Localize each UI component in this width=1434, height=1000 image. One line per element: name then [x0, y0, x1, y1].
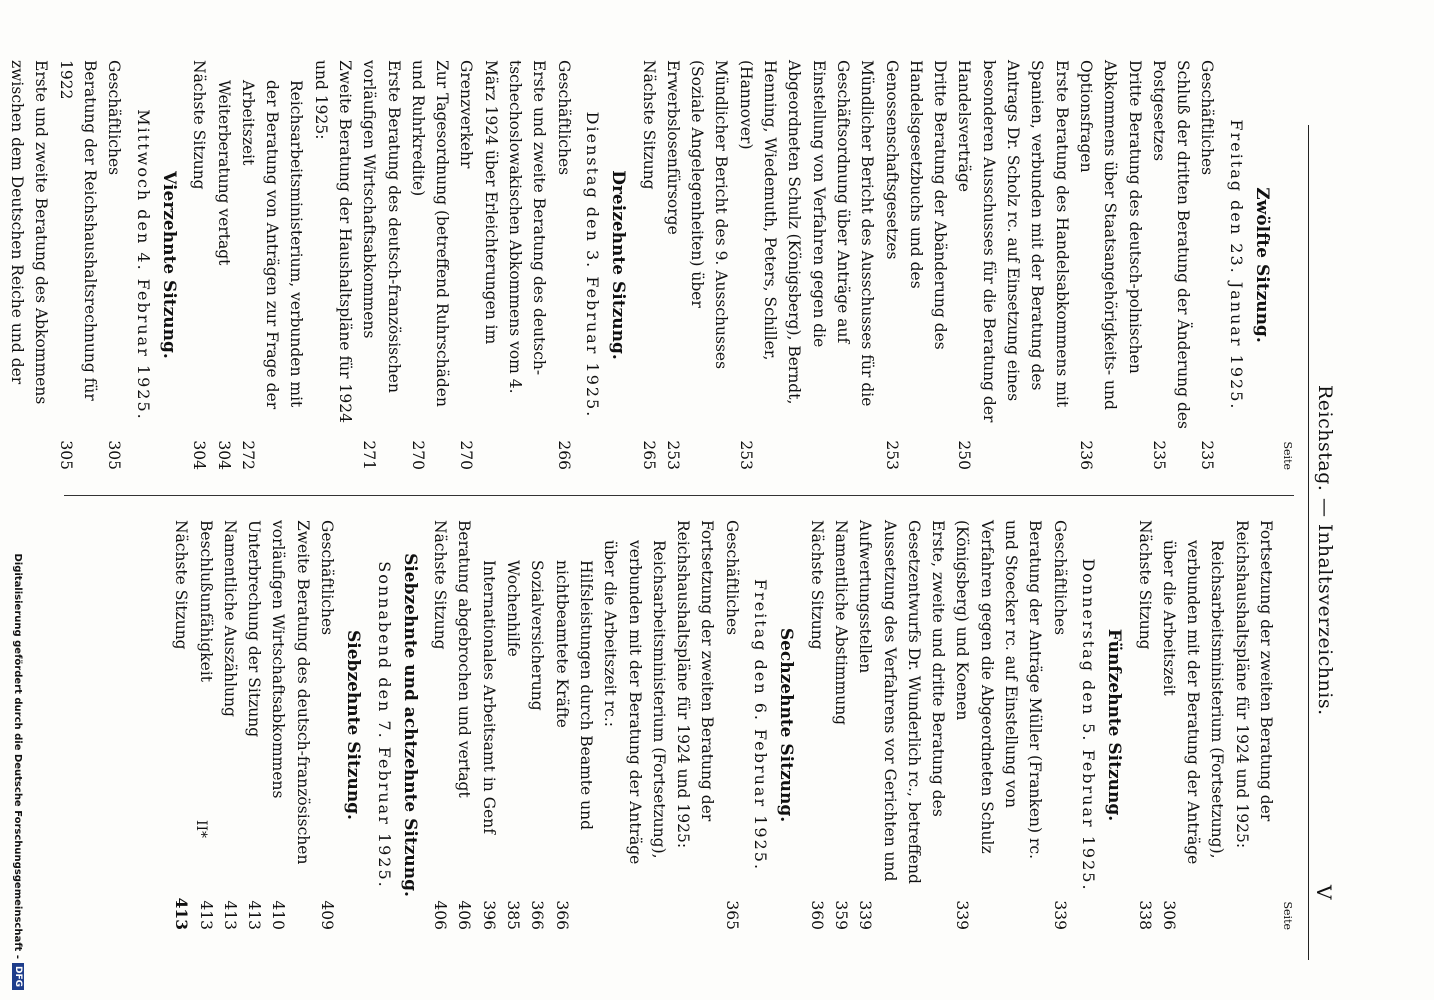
toc-entry-text: Geschäftliches [1198, 60, 1217, 176]
toc-entry-page: 359 [831, 900, 850, 930]
toc-entry [1074, 60, 1147, 470]
toc-entry-page: 266 [554, 440, 573, 470]
toc-entry-text: Weiterberatung vertagt [214, 80, 233, 266]
toc-entry-text: Geschäftliches [105, 60, 124, 176]
toc-entry-page: 235 [1149, 440, 1168, 470]
dfg-badge: DFG [12, 963, 24, 990]
toc-entry-text: Mündlicher Bericht des Ausschusses für die Geschäftsordnung über Anträge auf Einstellung von Verfahren gegen die Abgeordneten Schulz (Königsberg), Berndt, Henning, Wiedemuth, Peters, Schiller, (Hannover) [736, 60, 877, 407]
footer-text: Digitalisierung gefördert durch die Deutsche Forschungsgemeinschaft - [12, 553, 24, 959]
toc-entry-page [0, 436, 5, 470]
toc-entry-text: Fortsetzung der zweiten Beratung der Reichshaushaltspläne für 1924 und 1925: [674, 520, 717, 849]
toc-entry-text: Zur Tagesordnung (betreffend Ruhrschäden und Ruhrkredite) [408, 60, 452, 407]
toc-entry [733, 60, 879, 470]
toc-entry [671, 520, 720, 930]
toc-entry-page: 339 [856, 900, 875, 930]
toc-entry-page: 365 [722, 900, 741, 930]
toc-entry-page: 406 [455, 900, 474, 930]
section-heading: Siebzehnte und achtzehnte Sitzung. [399, 553, 420, 897]
toc-entry [193, 520, 217, 930]
toc-entry-page: 271 [360, 440, 379, 470]
toc-entry-page: 250 [955, 440, 974, 470]
toc-entry [428, 520, 452, 930]
toc-entry [1147, 60, 1196, 470]
toc-entry-text: Erste Beratung des deutsch-französischen vorläufigen Wirtschaftsabkommens [360, 60, 403, 393]
toc-entry-text: Nächste Sitzung [639, 60, 658, 190]
toc-entry [879, 60, 952, 470]
toc-entry-text: Nächste Sitzung [1135, 520, 1154, 650]
toc-entry-text: Reichsarbeitsministerium (Fortsetzung), verbunden mit der Beratung der Anträge über die Arbeitszeit [1159, 540, 1227, 865]
toc-entry [1157, 520, 1230, 930]
toc-entry-text: Sozialversicherung [528, 560, 547, 711]
toc-entry-text: Geschäftliches [1050, 520, 1069, 636]
toc-entry-page: 253 [736, 440, 755, 470]
toc-entry-page: 413 [245, 900, 264, 930]
toc-entry-text: Reichsarbeitsministerium, verbunden mit der Beratung von Anträgen zur Frage der Arbeitszeit [238, 80, 306, 410]
toc-entry [242, 520, 266, 930]
running-head-title: Reichstag. — Inhaltsverzeichnis. [1314, 385, 1336, 716]
footer-strip [7, 0, 29, 1000]
toc-entry-page: 305 [105, 440, 124, 470]
toc-entry [452, 520, 476, 930]
running-head [1306, 300, 1336, 980]
toc-entry-page: 406 [431, 900, 450, 930]
section-date: Dienstag den 3. Februar 1925. [582, 111, 602, 419]
toc-entry [266, 520, 315, 930]
column-divider [64, 495, 1294, 496]
toc-entry-page: 265 [639, 440, 658, 470]
page-numeral: V [1312, 885, 1336, 900]
toc-entry [315, 520, 339, 930]
toc-entry [525, 520, 549, 930]
section-date: Freitag den 6. Februar 1925. [751, 578, 771, 872]
toc-entry [1229, 520, 1278, 930]
section-date: Mittwoch den 4. Februar 1925. [133, 109, 153, 421]
toc-entry-page: 410 [269, 900, 288, 930]
toc-entry [102, 60, 126, 470]
toc-entry [357, 60, 406, 470]
section-heading: Zwölfte Sitzung. [1252, 187, 1272, 343]
toc-entry-text: Unterbrechung der Sitzung [245, 520, 264, 738]
toc-entry-text: Nächste Sitzung [190, 60, 209, 190]
toc-entry-text: Beschlußunfähigkeit [196, 520, 215, 683]
toc-entry-page: 413 [220, 900, 239, 930]
section-heading: Fünfzehnte Sitzung. [1104, 628, 1125, 822]
signature-mark: II* [193, 820, 209, 839]
seite-label: Seite [1281, 901, 1294, 930]
toc-entry-page: 396 [479, 900, 498, 930]
section-heading: Sechzehnte Sitzung. [776, 627, 797, 823]
seite-label: Seite [1281, 441, 1294, 470]
toc-entry-page: 304 [214, 440, 233, 470]
section-date: Sonnabend den 7. Februar 1925. [374, 561, 394, 889]
toc-entry-page: 360 [807, 900, 826, 930]
toc-entry [1047, 520, 1071, 930]
toc-entry-page: 270 [408, 440, 427, 470]
toc-entry [218, 520, 242, 930]
toc-entry-text: Beratung abgebrochen und vertagt [455, 520, 474, 798]
toc-entry-text: Namentliche Auszählung [220, 520, 239, 717]
toc-entry-page: 306 [1159, 900, 1178, 930]
toc-entry-text: Zweite Beratung der Haushaltspläne für 1924 und 1925: [311, 60, 355, 423]
toc-entry-page: 253 [882, 440, 901, 470]
toc-entry-text: Hilfsleistungen durch Beamte und nichtbeamtete Kräfte [552, 560, 595, 830]
toc-entry [477, 520, 501, 930]
toc-entry-text: Wochenhilfe [504, 560, 523, 657]
toc-entry [1132, 520, 1156, 930]
toc-entry-text: Schluß der dritten Beratung der Änderung des Postgesetzes [1149, 60, 1193, 429]
toc-entry-page: 339 [1050, 900, 1069, 930]
toc-entry-text: Fortsetzung der zweiten Beratung der Reichshaushaltspläne für 1924 und 1925: [1232, 520, 1275, 849]
toc-entry-page: 235 [1198, 440, 1217, 470]
toc-entry [804, 520, 828, 930]
left-column [0, 60, 1294, 470]
toc-entry-text: Reichsarbeitsministerium (Fortsetzung), verbunden mit der Beratung der Anträge über die Arbeitszeit rc.: [601, 540, 668, 865]
section-heading: Vierzehnte Sitzung. [158, 171, 179, 359]
toc-entry-text: Erste Beratung des Handelsabkommens mit Spanien, verbunden mit der Beratung des Antrags Dr. Scholz rc. auf Einsetzung eines besonderen Ausschusses für die Beratung der Handelsverträge [955, 60, 1071, 423]
toc-entry [1195, 60, 1219, 470]
toc-entry [308, 60, 357, 470]
toc-entry [719, 520, 743, 930]
toc-entry [501, 520, 525, 930]
section-date: Donnerstag den 5. Februar 1925. [1078, 558, 1098, 892]
toc-entry-page: 272 [238, 440, 257, 470]
toc-entry-text: Erste und zweite Beratung des deutsch-tschechoslowakischen Abkommens vom 4. März 1924 über Erleichterungen im Grenzverkehr [457, 60, 549, 394]
toc-entry-text: Dritte Beratung der Abänderung des Handelsgesetzbuchs und des Genossenschaftsgesetzes [882, 60, 950, 350]
toc-entry [551, 60, 575, 470]
toc-entry-page: 304 [190, 440, 209, 470]
toc-entry-page: 305 [56, 440, 75, 470]
toc-entry-text: Internationales Arbeitsamt in Genf [479, 560, 498, 834]
toc-entry-text: Beratung der Anträge Müller (Franken) rc. und Stoecker rc. auf Einstellung von Verfahren gegen die Abgeordneten Schulz (Königsberg) und Koenen [953, 520, 1045, 860]
toc-entry-page: 409 [318, 900, 337, 930]
toc-entry [187, 60, 211, 470]
toc-entry [636, 60, 660, 470]
toc-entry [950, 520, 1047, 930]
toc-entry [211, 60, 235, 470]
toc-entry-text: Nächste Sitzung [807, 520, 826, 650]
toc-entry-page: 366 [552, 900, 571, 930]
toc-entry [236, 60, 309, 470]
toc-entry-text: Beratung der Reichshaushaltsrechnung für 1922 [56, 60, 100, 401]
toc-entry-text: Zweite Beratung des deutsch-französischen vorläufigen Wirtschaftsabkommens [269, 520, 312, 865]
toc-entry-page: 339 [953, 900, 972, 930]
header-rule [1308, 125, 1309, 960]
toc-entry-text: Nächste Sitzung [431, 520, 450, 650]
toc-entry [53, 60, 102, 470]
toc-entry-page: 385 [504, 900, 523, 930]
toc-entry [549, 520, 598, 930]
toc-entry-text: Geschäftliches [318, 520, 337, 636]
toc-entry-page: 366 [528, 900, 547, 930]
toc-entry-text: Geschäftliches [722, 520, 741, 636]
toc-entry-page: 236 [1076, 440, 1095, 470]
toc-entry [829, 520, 853, 930]
toc-entry [598, 520, 671, 930]
toc-entry-text: Dritte Beratung des deutsch-polnischen Abkommens über Staatsangehörigkeits- und Optionsfragen [1076, 60, 1144, 410]
toc-entry [406, 60, 455, 470]
toc-entry [169, 520, 193, 930]
toc-entry-text: Nächste Sitzung [172, 520, 191, 650]
toc-entry [454, 60, 551, 470]
toc-entry [661, 60, 734, 470]
toc-entry-page: 270 [457, 440, 476, 470]
toc-entry-text: Namentliche Abstimmung [831, 520, 850, 726]
toc-entry [853, 520, 950, 930]
toc-entry-page: 338 [1135, 900, 1154, 930]
right-column [169, 520, 1294, 930]
toc-entry-page: 413 [172, 897, 192, 930]
toc-entry-page: 413 [196, 900, 215, 930]
toc-entry-text: Erste, zweite und dritte Beratung des Gesetzentwurfs Dr. Wunderlich rc., betreffend Aussetzung des Verfahrens vor Gerichten und Aufwertungsstellen [856, 520, 948, 884]
section-heading: Dreizehnte Sitzung. [608, 170, 629, 360]
section-date: Freitag den 23. Januar 1925. [1226, 119, 1246, 411]
toc-entry-page: 253 [663, 440, 682, 470]
toc-entry-text: Erste und zweite Beratung des Abkommens zwischen dem Deutschen Reiche und der [8, 60, 51, 405]
toc-entry [952, 60, 1073, 470]
section-heading: Siebzehnte Sitzung. [343, 630, 364, 820]
toc-entry-text: Mündlicher Bericht des 9. Ausschusses (Soziale Angelegenheiten) über Erwerbslosenfürsorge [663, 60, 731, 370]
toc-entry-text: Geschäftliches [554, 60, 573, 176]
